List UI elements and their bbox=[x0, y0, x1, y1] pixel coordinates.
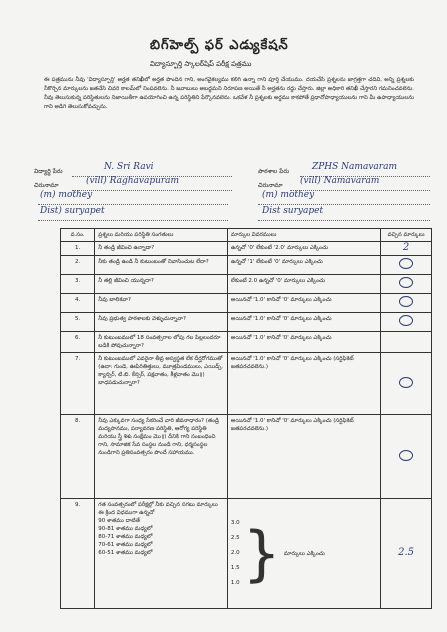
address2-label: చిరునామా bbox=[258, 182, 283, 189]
row-score[interactable] bbox=[381, 313, 432, 332]
points-list bbox=[231, 516, 240, 591]
district-left-value[interactable]: Dist) suryapet bbox=[40, 206, 105, 216]
row-score[interactable] bbox=[381, 415, 432, 499]
range-item: 70-61 శాతము మధ్యలో bbox=[98, 542, 153, 548]
brace-icon: } bbox=[242, 518, 281, 589]
table-row bbox=[61, 499, 432, 609]
row-question: నీవు బాలికవా? bbox=[95, 294, 228, 313]
range-item: 90-81 శాతము మధ్యలో bbox=[98, 526, 153, 532]
mandal-right-value[interactable]: (m) mothey bbox=[262, 190, 315, 200]
row-marks-rule bbox=[227, 499, 380, 609]
table-header-row bbox=[61, 229, 432, 242]
circled-zero-mark bbox=[399, 277, 413, 288]
row-score[interactable] bbox=[381, 499, 432, 609]
address-line bbox=[72, 190, 232, 191]
row-number: 3. bbox=[61, 275, 95, 294]
row-number: 2. bbox=[61, 256, 95, 275]
table-row bbox=[61, 353, 432, 415]
table-row bbox=[61, 415, 432, 499]
row-question: నీవు ప్రభుత్వ పాఠశాలకు వెళ్ళుచున్నావా? bbox=[95, 313, 228, 332]
points-item: 1.5 bbox=[230, 565, 240, 571]
row-score[interactable] bbox=[381, 275, 432, 294]
range-item: 60-51 శాతము మధ్యలో bbox=[98, 550, 153, 556]
points-item: 1.0 bbox=[230, 580, 240, 586]
row-score[interactable] bbox=[381, 332, 432, 353]
school-value[interactable]: ZPHS Namavaram bbox=[312, 162, 397, 172]
col-header-marks-details: మార్కుల వివరములు bbox=[227, 229, 380, 242]
row-question bbox=[95, 499, 228, 609]
circled-zero-mark bbox=[399, 296, 413, 307]
table-row bbox=[61, 313, 432, 332]
row-question: నీ తండ్రి జీవించి ఉన్నాడా? bbox=[95, 242, 228, 256]
row-question-text: గత సంవత్సరంలో పరీక్షల్లో నీకు వచ్చిన సగటు మార్కులు ఈ క్రింద విధముగా ఉన్నచో bbox=[98, 502, 218, 516]
school-label: పాఠశాల పేరు bbox=[258, 168, 290, 175]
mandal-left-value[interactable]: (m) mothey bbox=[40, 190, 93, 200]
address-value[interactable]: (vill) Raghavapuram bbox=[86, 176, 180, 186]
range-item: 90 శాతము దాటితే bbox=[98, 518, 140, 524]
row-marks-rule: అయినచో '1.0' కానిచో '0' మార్కులు ఎక్కించు bbox=[227, 332, 380, 353]
district-right-line bbox=[258, 220, 430, 221]
row-number: 1. bbox=[61, 242, 95, 256]
row-marks-rule: ఉన్నచో '1' లేకుంటే '0' మార్కులు ఎక్కించు bbox=[227, 256, 380, 275]
points-caption: మార్కులు ఎక్కించు bbox=[283, 550, 325, 557]
row-question: నీ కుటుంబములో 18 సంవత్సరాల లోపు గల పిల్లలందరూ బడికి పోవుచున్నారా? bbox=[95, 332, 228, 353]
row-marks-rule: ఉన్నచో '0' లేకుంటే '2.0' మార్కులు ఎక్కించు bbox=[227, 242, 380, 256]
col-header-question: ప్రశ్నలు మరియు పరిస్థితి సంగతులు bbox=[95, 229, 228, 242]
district-right-value[interactable]: Dist suryapet bbox=[262, 206, 324, 216]
row-number: 4. bbox=[61, 294, 95, 313]
address-label: చిరునామా bbox=[34, 182, 59, 189]
table-row bbox=[61, 332, 432, 353]
row-question: నీకు తండ్రి ఉండి నీ కుటుంబంతో నివాసించుట లేదా? bbox=[95, 256, 228, 275]
row-score[interactable] bbox=[381, 256, 432, 275]
mandal-left-line bbox=[38, 204, 228, 205]
page-title: బిగ్‌హెల్ప్ ఫర్ ఎడ్యుకేషన్ bbox=[150, 38, 289, 53]
row-number: 7. bbox=[61, 353, 95, 415]
circled-zero-mark bbox=[399, 450, 413, 461]
row-marks-rule: అయినచో '1.0' కానిచో '0' మార్కులు ఎక్కించు bbox=[227, 313, 380, 332]
circled-zero-mark bbox=[399, 315, 413, 326]
col-header-score: వచ్చిన మార్కులు bbox=[381, 229, 432, 242]
circled-zero-mark bbox=[399, 258, 413, 269]
points-item: 3.0 bbox=[230, 520, 240, 526]
intro-paragraph: ఈ పత్రమును నీవు 'విద్యాస్ఫూర్తి' అర్హత తనిఖీలో అర్హత పొందిన గాని, అంగవైకల్యము కలిగి ఉన్నా గాని పూర్తి చేయుము. దయచేసి ప్రశ్నలను జాగ్రత్తగా చదివి, అన్ని ప్రశ్నలకు నీకొర్చిన మార్కులను జతచేసి చివరి కాలమ్‌లో నింపవలెను. నీ జవాబులు అబద్ధమని నిరూపణ అయితే నీ అర్హతను రద్దు చేస్తారు. జిల్లా అధికారి తనిఖీ చేస్తారని గమనించవలెను. నీవు తెలుసుకున్న పరిస్థితులను నిజాయితీగా ఉపయోగించి ఉన్న పరిస్థితిని పేర్కొనవలెను. ఒకవేళ నీ ప్రశ్నలకు అర్థము కాకపోతే ప్రధానోపాధ్యాయులను గాని మీ ఉపాధ్యాయులను గాని అడిగి తెలుసుకోవచ్చును. bbox=[44, 77, 414, 110]
row-number: 8. bbox=[61, 415, 95, 499]
address2-value[interactable]: (vill) Namavaram bbox=[300, 176, 380, 186]
row-score[interactable] bbox=[381, 294, 432, 313]
row-score[interactable] bbox=[381, 353, 432, 415]
table-row bbox=[61, 294, 432, 313]
row-marks-rule: అయినచో '1.0' కానిచో '0' మార్కులు ఎక్కించు bbox=[227, 294, 380, 313]
score-value: 2 bbox=[402, 242, 410, 253]
page-subtitle: విద్యాస్ఫూర్తి స్కాలర్‌షిప్ పరీక్ష పత్రము bbox=[150, 60, 252, 68]
row-number: 9. bbox=[61, 499, 95, 609]
col-header-number: వ.సం. bbox=[61, 229, 95, 242]
range-item: 80-71 శాతము మధ్యలో bbox=[98, 534, 153, 540]
row-number: 5. bbox=[61, 313, 95, 332]
circled-zero-mark bbox=[399, 377, 413, 388]
points-group bbox=[231, 516, 377, 591]
row-score[interactable] bbox=[381, 242, 432, 256]
mandal-right-line bbox=[258, 204, 430, 205]
table-row bbox=[61, 256, 432, 275]
assessment-table bbox=[60, 228, 432, 609]
score-value: 2.5 bbox=[398, 547, 415, 558]
row-marks-rule: అయినచో '1.0' కానిచో '0' మార్కులు ఎక్కించు (సర్టిఫికెట్ జతపరచవలెను.) bbox=[227, 415, 380, 499]
name-value[interactable]: N. Sri Ravi bbox=[104, 162, 154, 172]
points-item: 2.5 bbox=[230, 535, 240, 541]
row-question: నీవు ఎక్కువగా సంధ్య సేకరించే వారి జీవనాధారం? (తండ్రి మద్యపానము, పర్యావరణ పరిస్థితి, ఆరోగ్య పరిస్థితి మరియు స్త్రీ శిశు సంక్షేమం మొ॥) దీనికి గాని సంబంధించి గాని, సామాజిక సేవ సంస్థల నుండి గాని, ధర్మసంస్థల నుండిగాని ప్రతిసంవత్సరం పొందే సహాయము. bbox=[95, 415, 228, 499]
name-label: విద్యార్థి పేరు bbox=[34, 168, 63, 175]
points-item: 2.0 bbox=[230, 550, 240, 556]
row-marks-rule: లేకుంటే 2.0 ఉన్నచో '0' మార్కులు ఎక్కించు bbox=[227, 275, 380, 294]
row-number: 6. bbox=[61, 332, 95, 353]
row-marks-rule: అయినచో '1.0' కానిచో '0' మార్కులు ఎక్కించు (సర్టిఫికెట్ జతపరచవలెను.) bbox=[227, 353, 380, 415]
table-row bbox=[61, 242, 432, 256]
district-left-line bbox=[38, 220, 228, 221]
row-question: నీ తల్లి జీవించి యున్నదా? bbox=[95, 275, 228, 294]
table-row bbox=[61, 275, 432, 294]
row-question: నీ కుటుంబములో ఎవరైనా తీవ్ర అస్వస్థత లేక దీర్ఘరోగముతో (ఉదా: గుండె, ఊపిరితిత్తులు, మూత్రపిండములు, ఎయిడ్స్, క్యాన్సర్, టి.బి. కేన్సర్, పక్షవాతం, కీళ్లవాతం మొ॥) బాధపడుచున్నారా? bbox=[95, 353, 228, 415]
